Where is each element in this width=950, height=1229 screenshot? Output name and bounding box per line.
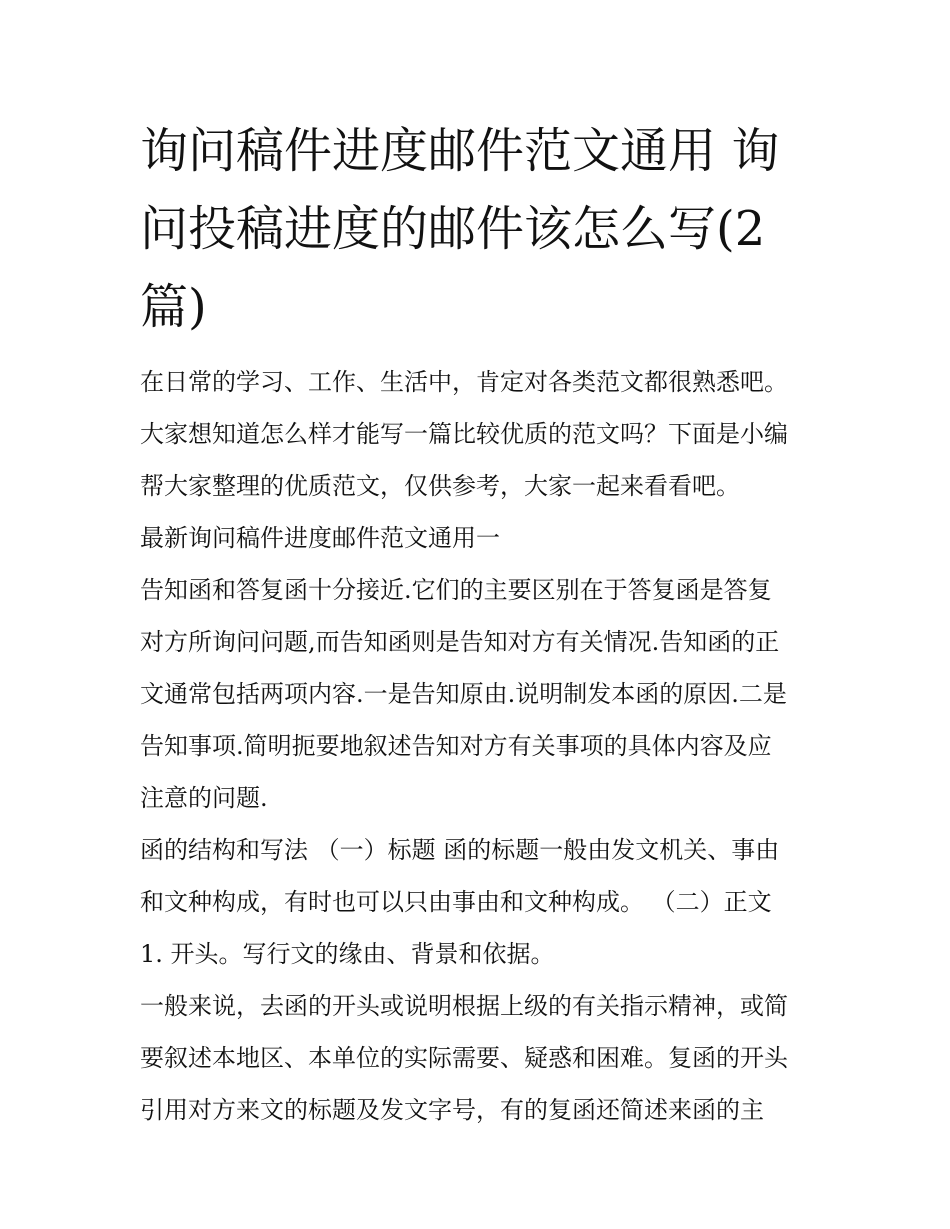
section-heading: 最新询问稿件进度邮件范文通用一 bbox=[140, 524, 500, 552]
body-line: 告知事项.简明扼要地叙述告知对方有关事项的具体内容及应 bbox=[140, 732, 772, 760]
body-line: 对方所询问问题,而告知函则是告知对方有关情况.告知函的正 bbox=[140, 628, 780, 656]
body-line: 要叙述本地区、本单位的实际需要、疑惑和困难。复函的开头 bbox=[140, 1044, 788, 1072]
body-line: 和文种构成，有时也可以只由事由和文种构成。 （二）正文 bbox=[140, 888, 772, 916]
body-line: 引用对方来文的标题及发文字号，有的复函还简述来函的主 bbox=[140, 1096, 764, 1124]
body-line: 文通常包括两项内容.一是告知原由.说明制发本函的原因.二是 bbox=[140, 680, 787, 708]
document-body bbox=[140, 356, 830, 1136]
document-page bbox=[140, 112, 830, 1136]
title-line: 篇) bbox=[140, 279, 207, 335]
title-line: 询问稿件进度邮件范文通用 询 bbox=[140, 123, 780, 179]
body-line: 告知函和答复函十分接近.它们的主要区别在于答复函是答复 bbox=[140, 576, 772, 604]
document-title bbox=[140, 112, 830, 346]
body-line: 帮大家整理的优质范文，仅供参考，大家一起来看看吧。 bbox=[140, 472, 740, 500]
body-line: 注意的问题. bbox=[140, 784, 268, 812]
body-line: 一般来说，去函的开头或说明根据上级的有关指示精神，或简 bbox=[140, 992, 788, 1020]
body-line: 在日常的学习、工作、生活中，肯定对各类范文都很熟悉吧。 bbox=[140, 368, 788, 396]
body-line: 1. 开头。写行文的缘由、背景和依据。 bbox=[140, 940, 555, 968]
body-line: 大家想知道怎么样才能写一篇比较优质的范文吗？下面是小编 bbox=[140, 420, 788, 448]
body-line: 函的结构和写法 （一）标题 函的标题一般由发文机关、事由 bbox=[140, 836, 780, 864]
title-line: 问投稿进度的邮件该怎么写(2 bbox=[140, 201, 766, 257]
